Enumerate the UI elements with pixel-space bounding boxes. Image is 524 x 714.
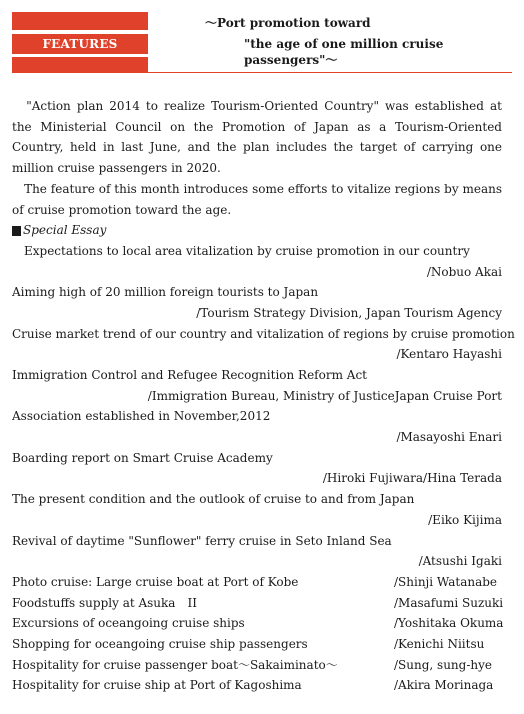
article-title: The present condition and the outlook of cruise to and from Japan bbox=[12, 492, 415, 507]
article-title: Aiming high of 20 million foreign tourists to Japan bbox=[12, 285, 319, 300]
special-essay-label: Special Essay bbox=[23, 223, 107, 238]
short-article-author: /Akira Morinaga bbox=[394, 678, 494, 693]
special-essay-heading bbox=[12, 220, 502, 241]
short-article-author: /Kenichi Niitsu bbox=[394, 636, 485, 651]
short-article-title: Hospitality for cruise passenger boat～Sakaiminato～ bbox=[12, 657, 338, 672]
title-line-1: ～Port promotion toward bbox=[205, 16, 371, 30]
article-author: /Masayoshi Enari bbox=[396, 430, 502, 445]
intro-paragraph-1: "Action plan 2014 to realize Tourism-Oriented Country" was established at the Ministerial Council on the Promotion of Japan as a Tourism-Oriented Country, held in last June, and the plan includes the target of carrying one million cruise passengers in 2020. bbox=[12, 99, 502, 176]
article-title: Immigration Control and Refugee Recognition Reform Act bbox=[12, 368, 367, 383]
article-author: /Atsushi Igaki bbox=[418, 554, 502, 569]
short-article-row bbox=[12, 675, 502, 696]
short-article-title: Excursions of oceangoing cruise ships bbox=[12, 616, 245, 631]
short-article-author: /Shinji Watanabe bbox=[394, 574, 498, 589]
feature-contents bbox=[12, 96, 515, 696]
article-author: /Kentaro Hayashi bbox=[396, 347, 502, 362]
title-line-2: "the age of one million cruise passengers"～ bbox=[244, 37, 444, 67]
short-article-title: Photo cruise: Large cruise boat at Port of Kobe bbox=[12, 574, 299, 589]
square-bullet-icon bbox=[12, 226, 21, 236]
article-title: Expectations to local area vitalization by cruise promotion in our country bbox=[12, 243, 470, 258]
intro-paragraph-2: The feature of this month introduces some efforts to vitalize regions by means of cruise promotion toward the age. bbox=[12, 181, 502, 217]
article-author: /Nobuo Akai bbox=[426, 264, 502, 279]
features-label: FEATURES bbox=[42, 37, 118, 51]
short-article-author: /Masafumi Suzuki bbox=[394, 595, 504, 610]
article-title: Boarding report on Smart Cruise Academy bbox=[12, 450, 273, 465]
article-title: Revival of daytime "Sunflower" ferry cruise in Seto Inland Sea bbox=[12, 533, 392, 548]
article-author: /Tourism Strategy Division, Japan Tourism Agency bbox=[196, 305, 502, 320]
header-bar-bottom bbox=[12, 57, 148, 73]
article-title: Cruise market trend of our country and vitalization of regions by cruise promotion bbox=[12, 326, 515, 341]
article-title: Association established in November,2012 bbox=[12, 409, 271, 424]
short-article-row bbox=[12, 572, 502, 593]
short-article-title: Hospitality for cruise ship at Port of Kagoshima bbox=[12, 678, 302, 693]
article-author: /Eiko Kijima bbox=[428, 512, 502, 527]
short-article-row bbox=[12, 655, 502, 676]
short-article-row bbox=[12, 634, 502, 655]
short-article-author: /Yoshitaka Okuma bbox=[394, 616, 504, 631]
short-article-author: /Sung, sung-hye bbox=[394, 657, 492, 672]
short-article-row bbox=[12, 593, 502, 614]
short-article-title: Foodstuffs supply at Asuka II bbox=[12, 595, 197, 610]
article-author: /Immigration Bureau, Ministry of JusticeJapan Cruise Port bbox=[147, 388, 502, 403]
article-author: /Hiroki Fujiwara/Hina Terada bbox=[322, 471, 502, 486]
short-article-title: Shopping for oceangoing cruise ship passengers bbox=[12, 636, 308, 651]
header-bar-top bbox=[12, 12, 148, 30]
title-rule bbox=[148, 72, 512, 73]
features-banner bbox=[12, 34, 148, 54]
short-article-row bbox=[12, 613, 502, 634]
